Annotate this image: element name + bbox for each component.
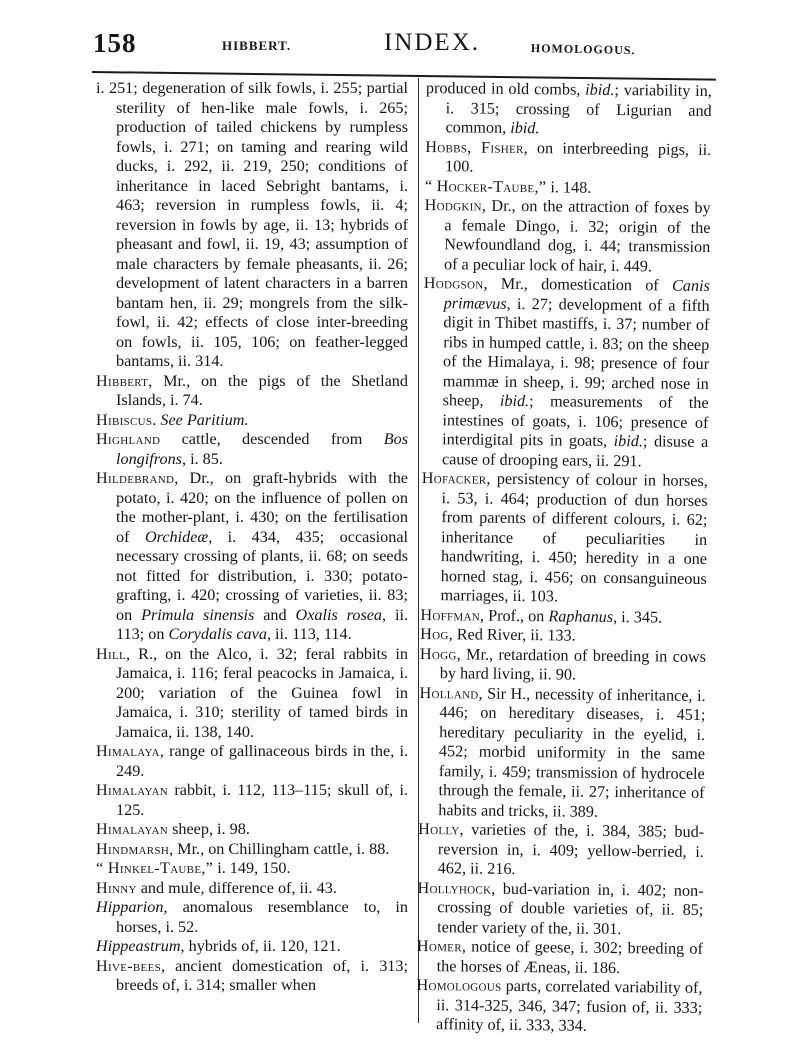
entry-heading: Himalayan xyxy=(96,820,169,838)
entry-heading: Hibiscus xyxy=(96,410,153,429)
entry-italic-text: See Paritium. xyxy=(160,410,249,429)
index-entry xyxy=(424,196,711,277)
entry-text: , Dr., on graft-hybrids with the potato, i. 420; on the influence of pollen on the mother-plant, i. 430; on the fertilisation of xyxy=(116,469,408,546)
page-number: 158 xyxy=(93,28,137,58)
entry-text: , varieties of the, i. 384, 385; bud-reversion in, i. 409; yellow-berried, i. 462, ii. 216. xyxy=(437,820,705,878)
running-header xyxy=(0,0,800,80)
entry-text: , ii. 113, 114. xyxy=(266,625,352,643)
entry-text: parts, correlated variability of, ii. 314-325, 346, 347; fusion of, ii. 333; affinity of, ii. 333, 334. xyxy=(436,976,703,1035)
entry-text: . xyxy=(152,410,161,429)
index-entry xyxy=(425,79,712,140)
entry-text: , i. 345. xyxy=(613,607,663,627)
index-entry xyxy=(422,274,710,472)
entry-text: and mule, difference of, ii. 43. xyxy=(136,878,337,897)
index-entry xyxy=(96,898,408,937)
entry-text: , anomalous resemblance to, in horses, i. 52. xyxy=(116,898,408,936)
index-entry xyxy=(96,372,408,411)
entry-heading: Hibbert xyxy=(96,371,149,390)
entry-italic-text: ibid. xyxy=(510,118,540,138)
entry-italic-text: Oxalis rosea xyxy=(295,605,383,624)
entry-heading: Hoffman xyxy=(420,605,481,625)
entry-text: sheep, i. 98. xyxy=(168,820,250,838)
index-entry xyxy=(420,644,706,686)
entry-italic-text: Canis primævus xyxy=(443,276,710,313)
entry-heading: Hofacker xyxy=(421,468,487,488)
index-entry xyxy=(96,742,408,781)
entry-heading: Hodgson xyxy=(423,273,484,293)
entry-text: , Sir H., necessity of inheritance, i. 446; on hereditary diseases, i. 451; hereditary peculiarity in the eyelid, i. 452; morbid uniformity in the same family, i. 459; transmission of hydrocele through the female, ii. 27; inheritance of habits and tricks, ii. 389. xyxy=(438,684,706,821)
entry-text: , i. 27; development of a fifth digit in Thibet mastiffs, i. 37; number of ribs in humped cattle, i. 83; on the sheep of the Himalaya, i. 98; presence of four mammæ in sheep, i. 99; arched nose in sheep, xyxy=(442,294,710,410)
entry-text: , Mr., on Chillingham cattle, i. 88. xyxy=(169,839,390,858)
entry-heading: Holland xyxy=(419,683,479,703)
index-entry xyxy=(418,683,705,822)
entry-text: i. 149, 150. xyxy=(213,859,291,877)
entry-text: , notice of geese, i. 302; breeding of the horses of Æneas, ii. 186. xyxy=(436,937,703,977)
entry-text: produced in old combs, xyxy=(425,79,586,99)
entry-italic-text: Hippeastrum xyxy=(96,937,181,955)
entry-text: , Mr., retardation of breeding in cows by hard living, ii. 90. xyxy=(439,644,707,684)
entry-text: , on interbreeding pigs, ii. 100. xyxy=(444,138,712,176)
index-entry xyxy=(96,645,408,743)
entry-text: , Mr., on the pigs of the Shetland Islands, i. 74. xyxy=(116,371,408,409)
entry-heading: Homologous xyxy=(416,975,502,995)
entry-text: rabbit, i. 112, 113–115; skull of, i. 125. xyxy=(116,781,408,819)
entry-text: i. 251; degeneration of silk fowls, i. 255; partial sterility of hen-like male fowls, i. 265; production of tailed chickens by rumpless fowls, i. 271; on taming and rearing wild ducks, i. 292, ii. 219, 250; conditions of inheritance in laced Sebright bantams, i. 463; reversion in rumpless fowls, ii. 4; reversion in fowls by age, ii. 13; hybrids of pheasant and fowl, ii. 19, 43; assumption of male characters by female pheasants, ii. 26; development of latent characters in a barren bantam hen, ii. 29; mongrels from the silk-fowl, ii. 42; effects of close inter-breeding on fowls, ii. 105, 106; on feather-legged bantams, ii. 314. xyxy=(96,79,408,370)
entry-heading: Highland xyxy=(96,430,161,448)
entry-italic-text: Corydalis cava xyxy=(168,625,267,643)
entry-heading: Hindmarsh xyxy=(96,839,170,858)
entry-text: , Mr., domestication of xyxy=(483,274,673,295)
entry-text: ; variability in, i. 315; crossing of Ligurian and common, xyxy=(445,80,712,137)
running-head-left: HIBBERT. xyxy=(222,38,292,53)
index-entry xyxy=(96,879,408,899)
entry-heading: Holly xyxy=(418,819,460,839)
index-entry xyxy=(96,79,408,372)
entry-heading: Hive-bees xyxy=(96,956,161,975)
entry-text: cattle, descended from xyxy=(160,430,384,448)
entry-italic-text: Bos longifrons xyxy=(116,430,408,468)
index-entry xyxy=(425,137,711,179)
entry-heading: Hill xyxy=(96,644,126,663)
entry-heading: Hinny xyxy=(96,878,137,897)
entry-text: , bud-variation in, i. 402; non-crossing of double varieties of, ii. 85; tender variety of the, ii. 301. xyxy=(437,879,704,938)
entry-text: and xyxy=(254,605,296,624)
entry-heading: Hodgkin xyxy=(424,195,482,215)
index-entry xyxy=(418,820,705,881)
entry-italic-text: Orchideæ xyxy=(144,527,209,546)
entry-italic-text: Primula sinensis xyxy=(141,605,255,624)
entry-text: , i. 85. xyxy=(181,449,223,468)
entry-text: , hybrids of, ii. 120, 121. xyxy=(180,937,341,955)
index-entry xyxy=(96,411,408,431)
entry-italic-text: ibid. xyxy=(585,80,615,99)
index-entry xyxy=(96,781,408,820)
entry-text: ; measurements of the intestines of goats, i. 106; presence of interdigital pits in goats, xyxy=(442,392,709,450)
index-entry xyxy=(96,937,408,957)
running-head-center: INDEX. xyxy=(384,29,481,56)
entry-text: , Red River, ii. 133. xyxy=(448,625,576,645)
index-entry xyxy=(96,957,408,996)
entry-text: , Prof., on xyxy=(479,606,549,625)
entry-italic-text: ibid. xyxy=(499,391,530,411)
entry-text: , ii. 113; on xyxy=(116,605,409,643)
running-head-right: HOMOLOGOUS. xyxy=(530,41,636,58)
index-entry xyxy=(96,840,408,860)
entry-heading: Himalaya xyxy=(96,742,160,760)
index-entry xyxy=(96,469,408,645)
entry-heading: Hogg xyxy=(419,644,457,663)
entry-heading: Himalayan xyxy=(96,781,169,799)
entry-heading: Homer xyxy=(416,936,462,956)
entry-text: , persistency of colour in horses, i. 53, i. 464; production of dun horses from parents of different colours, i. 62; inheritance of peculiarities in handwriting, i. 450; heredity in a one horned stag, i. 456; on consanguineous marriages, ii. 103. xyxy=(440,469,708,606)
entry-italic-text: Raphanus xyxy=(548,606,614,626)
entry-italic-text: ibid. xyxy=(613,431,644,451)
entry-heading: Hildebrand xyxy=(96,469,175,487)
entry-text: i. 148. xyxy=(546,177,592,197)
index-column-left xyxy=(96,79,408,996)
entry-heading: Hollyhock xyxy=(417,878,492,898)
entry-heading: “ Hinkel-Taube,” xyxy=(96,859,214,877)
entry-heading: “ Hocker-Taube,” xyxy=(424,176,547,196)
entry-text: , range of gallinaceous birds in the, i. 249. xyxy=(116,742,408,780)
entry-heading: Hobbs, Fisher xyxy=(425,137,524,157)
index-entry xyxy=(96,859,408,879)
entry-text: , Dr., on the attraction of foxes by a female Dingo, i. 32; origin of the Newfoundland dog, i. 44; transmission of a peculiar lock of hair, i. 449. xyxy=(443,196,711,275)
index-column-right xyxy=(416,79,712,1037)
entry-heading: Hog xyxy=(420,624,449,644)
entry-text: , R., on the Alco, i. 32; feral rabbits in Jamaica, i. 116; feral peacocks in Jamaica, i. 200; variation of the Guinea fowl in Jamaica, i. 310; sterility of tamed birds in Jamaica, ii. 138, 140. xyxy=(116,644,408,741)
index-entry xyxy=(417,937,703,979)
index-entry xyxy=(416,976,703,1037)
entry-italic-text: Hipparion xyxy=(96,898,164,916)
entry-text: , i. 434, 435; occasional necessary crossing of plants, ii. 68; on seeds not fitted for distribution, i. 330; potato-grafting, i. 420; crossing of varieties, ii. 83; on xyxy=(116,527,409,624)
index-entry xyxy=(96,430,408,469)
index-entry xyxy=(417,878,704,939)
entry-text: , ancient domestication of, i. 313; breeds of, i. 314; smaller when xyxy=(116,956,408,994)
index-entry xyxy=(420,469,707,608)
index-entry xyxy=(96,820,408,840)
entry-text: ; disuse a cause of drooping ears, ii. 291. xyxy=(441,432,709,470)
